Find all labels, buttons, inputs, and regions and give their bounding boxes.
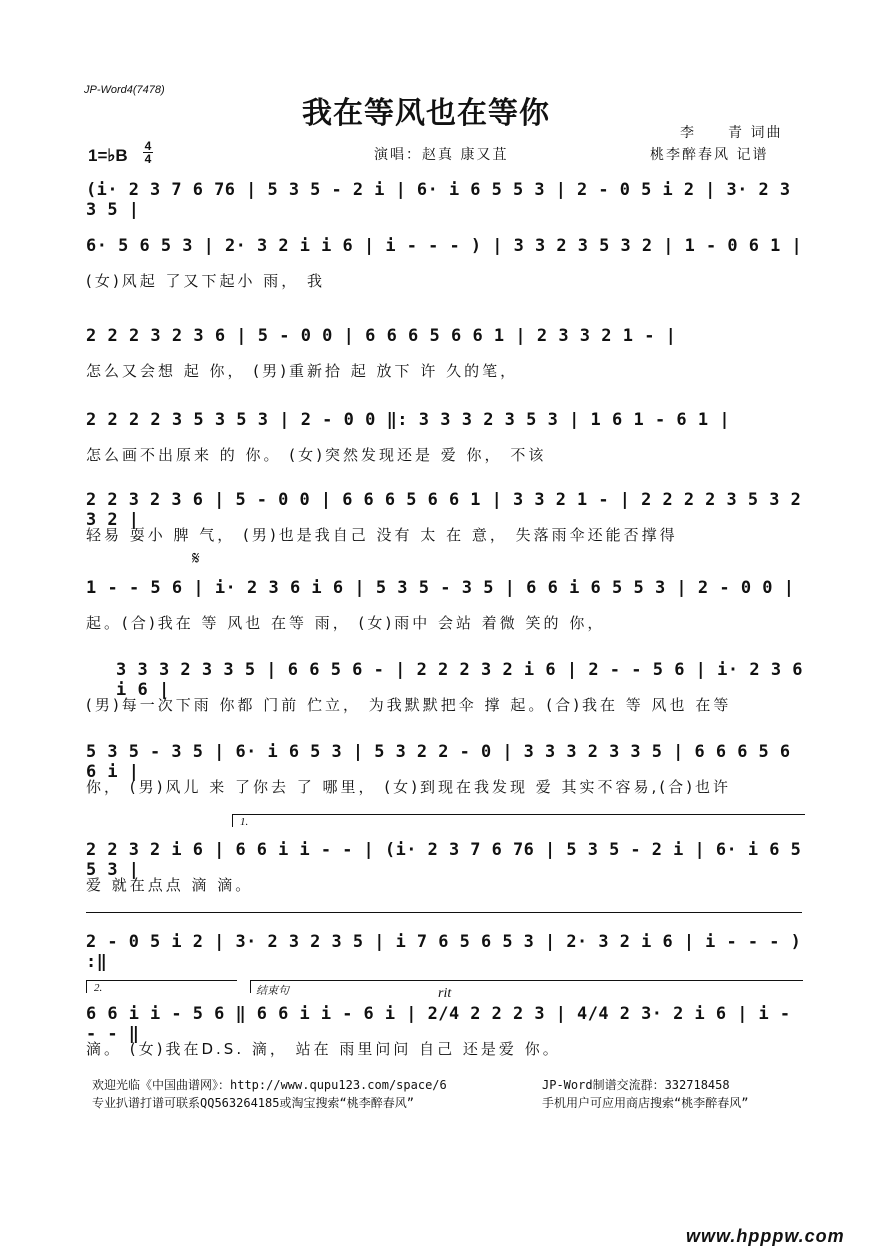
- lyrics-line: 起。(合)我在 等 风也 在等 雨， (女)雨中 会站 着微 笑的 你，: [86, 614, 606, 632]
- key-signature: 1=♭B: [88, 146, 128, 165]
- transcriber-credit: 桃李醉春风 记谱: [650, 147, 769, 163]
- notation-line: 6· 5 6 5 3 | 2· 3 2 i i 6 | i - - - ) | 3 3 2 3 5 3 2 | 1 - 0 6 1 |: [86, 236, 803, 256]
- rit-mark: rit: [438, 986, 452, 1001]
- notation-line: 5 3 5 - 3 5 | 6· i 6 5 3 | 5 3 2 2 - 0 | 3 3 3 2 3 3 5 | 6 6 6 5 6 6 i |: [86, 742, 791, 782]
- notation-line: 3 3 3 2 3 3 5 | 6 6 5 6 - | 2 2 2 3 2 i 6 | 2 - - 5 6 | i· 2 3 6 i 6 |: [116, 660, 804, 700]
- notation-line: 2 2 3 2 i 6 | 6 6 i i - - | (i· 2 3 7 6 76 | 5 3 5 - 2 i | 6· i 6 5 5 3 |: [86, 840, 802, 880]
- volta-1-label: 1.: [240, 816, 249, 828]
- notation-line: 2 2 3 2 3 6 | 5 - 0 0 | 6 6 6 5 6 6 1 | 3 3 2 1 - | 2 2 2 2 3 5 3 2 3 2 |: [86, 490, 802, 530]
- lyrics-line: 滴。 (女)我在D.S. 滴， 站在 雨里问问 自己 还是爱 你。: [86, 1040, 561, 1058]
- watermark: www.hpppw.com: [686, 1226, 845, 1246]
- volta-2-label: 2.: [94, 982, 103, 994]
- footer-contact: 专业扒谱打谱可联系QQ563264185或淘宝搜索“桃李醉春风”: [92, 1096, 414, 1110]
- lyrics-line: 轻易 耍小 脾 气， (男)也是我自己 没有 太 在 意， 失落雨伞还能否撑得: [86, 526, 678, 544]
- volta-2-bracket: [86, 980, 237, 993]
- footer-mobile: 手机用户可应用商店搜索“桃李醉春风”: [542, 1096, 749, 1110]
- notation-line: 2 - 0 5 i 2 | 3· 2 3 2 3 5 | i 7 6 5 6 5 3 | 2· 3 2 i 6 | i - - - ) :‖: [86, 932, 802, 972]
- lyrics-line: 怎么画不出原来 的 你。 (女)突然发现还是 爱 你， 不该: [86, 446, 547, 464]
- lyrics-line: 你， (男)风儿 来 了你去 了 哪里， (女)到现在我发现 爱 其实不容易,(合)也许: [86, 778, 732, 796]
- ending-label: 结束句: [256, 985, 289, 997]
- segno-sign: 𝄋: [192, 548, 200, 569]
- volta-1-bracket: [232, 814, 805, 827]
- volta-1-continuation: [86, 912, 802, 913]
- footer-group: JP-Word制谱交流群：332718458: [542, 1078, 730, 1092]
- lyrics-line: 爱 就在点点 滴 滴。: [86, 876, 254, 894]
- lyrics-line: (女)风起 了又下起小 雨， 我: [86, 272, 326, 290]
- ending-bracket: [250, 980, 803, 993]
- lyrics-line: (男)每一次下雨 你都 门前 伫立， 为我默默把伞 撑 起。(合)我在 等 风也 在等: [86, 696, 732, 714]
- time-signature: [143, 140, 153, 165]
- composer-credit: 李 青 词曲: [680, 125, 783, 141]
- performer-credit: 演唱：赵真 康又苴: [374, 147, 509, 163]
- notation-line: 2 2 2 2 3 5 3 5 3 | 2 - 0 0 ‖: 3 3 3 2 3 5 3 | 1 6 1 - 6 1 |: [86, 410, 731, 430]
- notation-line: 6 6 i i - 5 6 ‖ 6 6 i i - 6 i | 2/4 2 2 2 3 | 4/4 2 3· 2 i 6 | i - - - ‖: [86, 1004, 791, 1044]
- time-signature-bottom: 4: [144, 152, 152, 166]
- notation-line: (i· 2 3 7 6 76 | 5 3 5 - 2 i | 6· i 6 5 5 3 | 2 - 0 5 i 2 | 3· 2 3 3 5 |: [86, 180, 791, 220]
- page-title: 我在等风也在等你: [302, 96, 550, 131]
- time-signature-top: 4: [144, 139, 152, 153]
- notation-line: 1 - - 5 6 | i· 2 3 6 i 6 | 5 3 5 - 3 5 | 6 6 i 6 5 5 3 | 2 - 0 0 |: [86, 578, 795, 598]
- software-tag: JP-Word4(7478): [84, 84, 165, 96]
- footer-website: 欢迎光临《中国曲谱网》：http://www.qupu123.com/space/6: [92, 1078, 447, 1092]
- lyrics-line: 怎么又会想 起 你， (男)重新拾 起 放下 许 久的笔，: [86, 362, 519, 380]
- notation-line: 2 2 2 3 2 3 6 | 5 - 0 0 | 6 6 6 5 6 6 1 | 2 3 3 2 1 - |: [86, 326, 677, 346]
